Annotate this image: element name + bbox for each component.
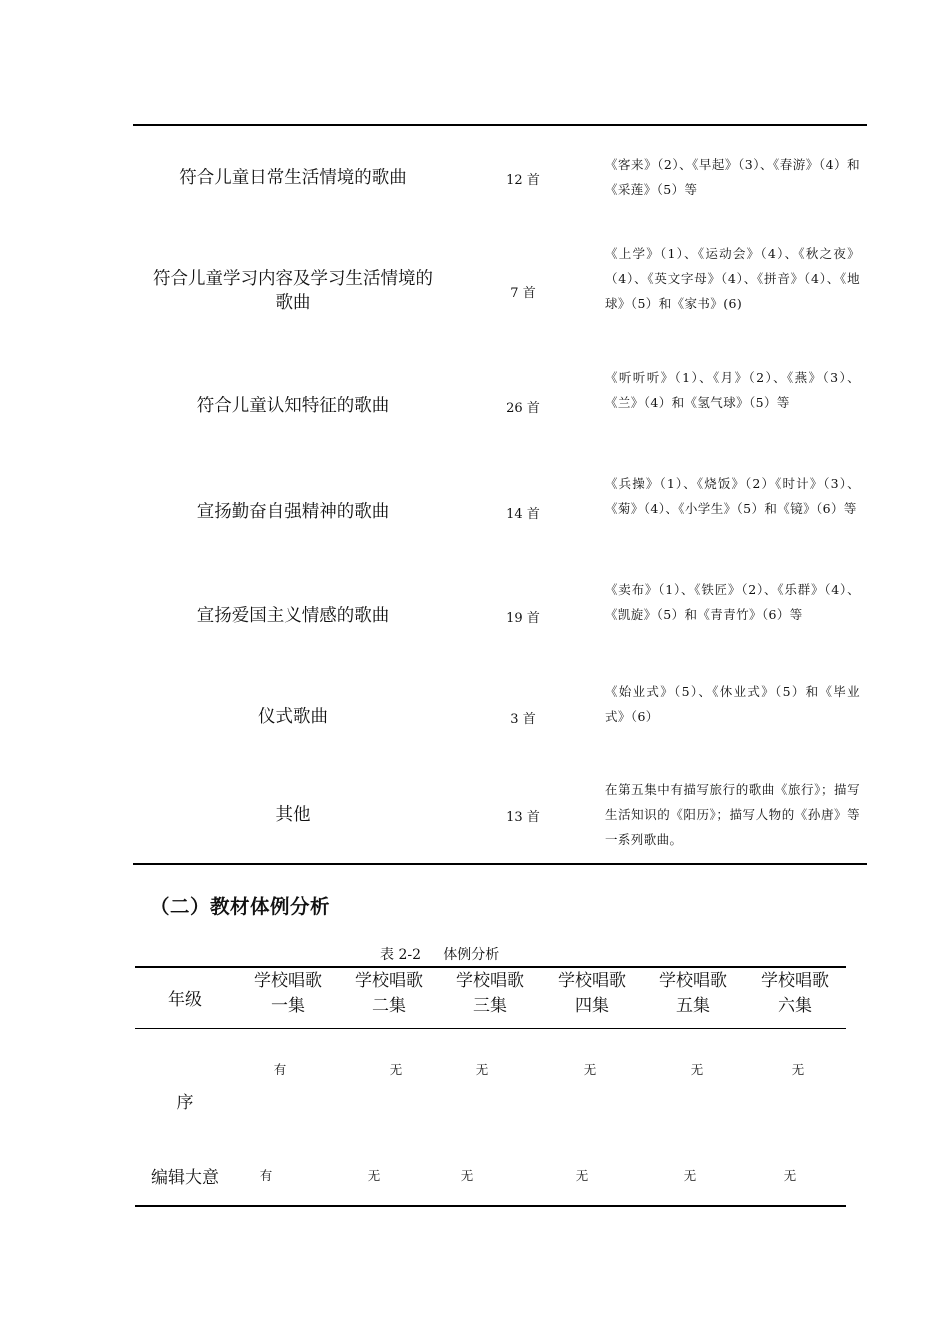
section-title: （二）教材体例分析 <box>150 895 331 918</box>
table1-row <box>133 240 867 340</box>
table-cell: 无 <box>389 1062 403 1077</box>
corner-header: 年级 <box>168 990 202 1010</box>
row-examples: 《兵操》（1）、《烧饭》（2）《时计》（3）、《菊》（4）、《小学生》（5）和《镜》（6）等 <box>605 476 860 516</box>
row-category: 宣扬爱国主义情感的歌曲 <box>196 606 390 626</box>
column-header-line1: 学校唱歌 <box>558 971 626 991</box>
row-count: 26 首 <box>506 401 540 416</box>
column-header-line1: 学校唱歌 <box>456 971 524 991</box>
row-label: 编辑大意 <box>151 1168 219 1188</box>
column-header-line1: 学校唱歌 <box>659 971 727 991</box>
table2-header-divider <box>135 1028 846 1029</box>
table-cell: 无 <box>791 1062 805 1077</box>
row-count: 13 首 <box>506 810 540 825</box>
table1-row <box>133 471 867 546</box>
table2-top-border <box>135 966 846 968</box>
row-count: 3 首 <box>510 712 536 727</box>
column-header <box>339 969 439 1019</box>
row-examples: 《始业式》（5）、《休业式》（5）和《毕业式》（6） <box>605 684 860 724</box>
table-cell: 无 <box>475 1062 489 1077</box>
row-examples: 《卖布》（1）、《铁匠》（2）、《乐群》（4）、《凯旋》（5）和《青青竹》（6）等 <box>605 582 860 622</box>
column-header <box>440 969 540 1019</box>
row-label: 序 <box>176 1093 194 1113</box>
column-header-line1: 学校唱歌 <box>254 971 322 991</box>
table1-row <box>133 577 867 652</box>
column-header-line2: 五集 <box>676 996 710 1016</box>
column-header <box>745 969 845 1019</box>
row-examples: 《客来》（2）、《早起》（3）、《春游》（4）和《采莲》（5）等 <box>605 157 860 197</box>
column-header-line2: 二集 <box>372 996 406 1016</box>
row-examples: 《上学》（1）、《运动会》（4）、《秋之夜》（4）、《英文字母》（4）、《拼音》（4）、《地球》（5）和《家书》(6) <box>605 246 860 311</box>
row-count: 14 首 <box>506 507 540 522</box>
row-count: 19 首 <box>506 611 540 626</box>
table-cell: 有 <box>273 1062 287 1077</box>
table-cell: 有 <box>259 1168 273 1183</box>
column-header-line2: 三集 <box>473 996 507 1016</box>
row-count: 7 首 <box>510 286 536 301</box>
table1-row <box>133 679 867 739</box>
row-examples: 《听听听》（1）、《月》（2）、《燕》（3）、《兰》（4）和《氢气球》（5）等 <box>605 370 860 410</box>
row-category: 其他 <box>275 805 311 825</box>
table-cell: 无 <box>367 1168 381 1183</box>
table-cell: 无 <box>460 1168 474 1183</box>
column-header-line2: 六集 <box>778 996 812 1016</box>
column-header <box>238 969 338 1019</box>
column-header-line2: 四集 <box>575 996 609 1016</box>
table-cell: 无 <box>690 1062 704 1077</box>
row-examples: 在第五集中有描写旅行的歌曲《旅行》；描写生活知识的《阳历》；描写人物的《孙唐》等一系列歌曲。 <box>605 782 860 847</box>
row-category: 仪式歌曲 <box>258 707 328 727</box>
column-header <box>643 969 743 1019</box>
table-caption: 表 2-2 体例分析 <box>380 947 500 963</box>
table-cell: 无 <box>575 1168 589 1183</box>
row-count: 12 首 <box>506 173 540 188</box>
table1-top-border <box>133 124 867 126</box>
column-header-line1: 学校唱歌 <box>761 971 829 991</box>
table1-bottom-border <box>133 863 867 865</box>
table1-row <box>133 365 867 440</box>
row-category: 符合儿童学习内容及学习生活情境的歌曲 <box>153 269 433 313</box>
row-category: 符合儿童认知特征的歌曲 <box>196 396 390 416</box>
table1-row <box>133 150 867 210</box>
row-category: 宣扬勤奋自强精神的歌曲 <box>196 502 390 522</box>
row-category: 符合儿童日常生活情境的歌曲 <box>179 168 407 188</box>
column-header-line2: 一集 <box>271 996 305 1016</box>
table1-row <box>133 777 867 857</box>
table-cell: 无 <box>783 1168 797 1183</box>
table-cell: 无 <box>683 1168 697 1183</box>
column-header <box>542 969 642 1019</box>
table-cell: 无 <box>583 1062 597 1077</box>
column-header-line1: 学校唱歌 <box>355 971 423 991</box>
table2-bottom-border <box>135 1205 846 1207</box>
